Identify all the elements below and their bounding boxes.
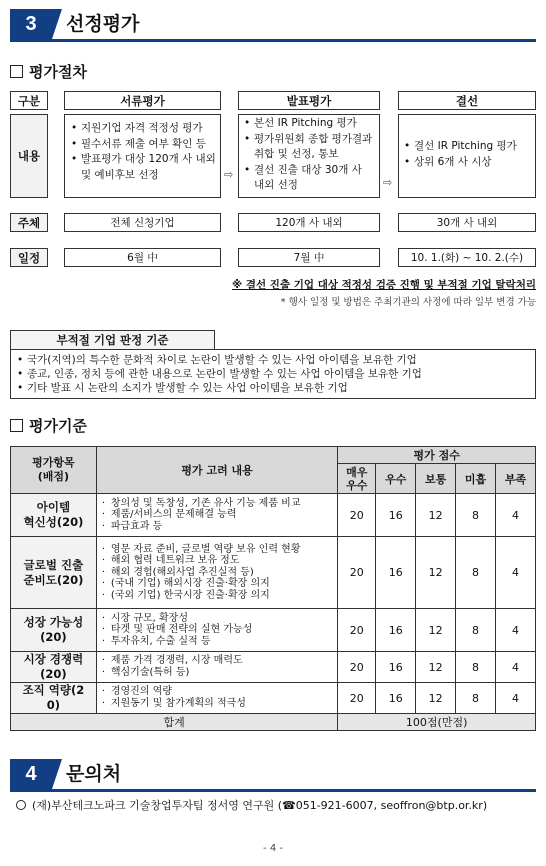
schedule-change-note: * 행사 일정 및 방법은 주최기관의 사정에 따라 일부 변경 가능	[280, 297, 536, 308]
score-cell: 4	[496, 537, 536, 609]
description-item: · 지원동기 및 참가계획의 적극성	[101, 698, 333, 710]
criterion-description	[96, 537, 337, 609]
schedule-presentation: 7월 中	[238, 248, 380, 267]
description-item: · 투자유치, 수출 실적 등	[101, 636, 333, 648]
description-item: · 창의성 및 독창성, 기존 유사 기능 제품 비교	[101, 498, 333, 510]
total-row	[11, 714, 536, 731]
section-divider	[10, 789, 536, 792]
description-item: · 핵심기술(특허 등)	[101, 667, 333, 679]
label-column-header: 구분	[10, 91, 48, 110]
score-cell: 4	[496, 494, 536, 537]
criterion-description	[96, 652, 337, 683]
contact-line	[16, 797, 487, 813]
grade-header: 매우 우수	[338, 464, 376, 494]
table-row	[11, 683, 536, 714]
process-heading: 평가절차	[10, 63, 87, 81]
criterion-name: 조직 역량(2 0)	[11, 683, 97, 714]
grade-header: 우수	[376, 464, 416, 494]
header-item: 평가항목 (배점)	[11, 447, 97, 494]
contact-text: (재)부산테크노파크 기술창업투자팀 정서영 연구원 (☎051-921-6007, seoffron@btp.or.kr)	[32, 799, 488, 812]
section-3-header	[10, 9, 536, 39]
bullet-item: • 지원기업 자격 적정성 평가	[71, 121, 216, 137]
criterion-description	[96, 683, 337, 714]
description-item: · 해외 협력 네트워크 보유 정도	[101, 555, 333, 567]
bullet-item: • 결선 진출 대상 30개 사 내외 선정	[244, 163, 375, 194]
score-cell: 12	[416, 683, 456, 714]
score-cell: 8	[456, 537, 496, 609]
description-item: · (국외 기업) 한국시장 진출·확장 의지	[101, 590, 333, 602]
score-cell: 16	[376, 683, 416, 714]
description-item: · 제품/서비스의 문제해결 능력	[101, 509, 333, 521]
schedule-row-label: 일정	[10, 248, 48, 267]
description-item: · 제품 가격 경쟁력, 시장 매력도	[101, 655, 333, 667]
description-item: · 파급효과 등	[101, 521, 333, 533]
score-cell: 16	[376, 494, 416, 537]
score-cell: 12	[416, 537, 456, 609]
criterion-name: 성장 가능성 (20)	[11, 609, 97, 652]
table-row	[11, 609, 536, 652]
bullet-item: • 결선 IR Pitching 평가	[404, 139, 531, 155]
grade-header: 미흡	[456, 464, 496, 494]
header-description: 평가 고려 내용	[96, 447, 337, 494]
description-item: · 영문 자료 준비, 글로벌 역량 보유 인력 현황	[101, 544, 333, 556]
subject-document: 전체 신청기업	[64, 213, 221, 232]
circle-bullet-icon	[16, 800, 26, 810]
score-cell: 8	[456, 652, 496, 683]
bullet-item: • 발표평가 대상 120개 사 내외 및 예비후보 선정	[71, 152, 216, 183]
score-cell: 4	[496, 683, 536, 714]
score-cell: 20	[338, 537, 376, 609]
score-cell: 20	[338, 609, 376, 652]
table-row	[11, 537, 536, 609]
arrow-right-icon: ⇨	[383, 176, 393, 189]
content-row-label: 내용	[10, 114, 48, 198]
score-cell: 16	[376, 652, 416, 683]
total-value: 100점(만점)	[338, 714, 536, 731]
score-cell: 12	[416, 609, 456, 652]
criterion-name: 시장 경쟁력 (20)	[11, 652, 97, 683]
evaluation-table	[10, 446, 536, 731]
score-cell: 8	[456, 609, 496, 652]
section-number: 3	[10, 9, 52, 39]
stage-content-final	[398, 114, 536, 198]
subject-presentation: 120개 사 내외	[238, 213, 380, 232]
score-cell: 20	[338, 494, 376, 537]
score-cell: 16	[376, 537, 416, 609]
description-item: · 시장 규모, 확장성	[101, 613, 333, 625]
arrow-right-icon: ⇨	[224, 168, 234, 181]
score-cell: 20	[338, 683, 376, 714]
criteria-box	[10, 349, 536, 399]
score-cell: 12	[416, 652, 456, 683]
section-4-header	[10, 759, 536, 789]
criteria-item: • 국가(지역)의 특수한 문화적 차이로 논란이 발생할 수 있는 사업 아이템을 보유한 기업	[17, 353, 529, 367]
subject-row-label: 주체	[10, 213, 48, 232]
square-bullet-icon	[10, 419, 23, 432]
criteria-item: • 기타 발표 시 논란의 소지가 발생할 수 있는 사업 아이템을 보유한 기업	[17, 381, 529, 395]
bullet-item: • 평가위원회 종합 평가결과 취합 및 선정, 통보	[244, 132, 375, 163]
grade-header: 부족	[496, 464, 536, 494]
table-row	[11, 494, 536, 537]
score-cell: 4	[496, 609, 536, 652]
subject-final: 30개 사 내외	[398, 213, 536, 232]
description-item: · 타겟 및 판매 전략의 실현 가능성	[101, 624, 333, 636]
schedule-final: 10. 1.(화) ~ 10. 2.(수)	[398, 248, 536, 267]
page-number: - 4 -	[263, 843, 283, 854]
score-cell: 8	[456, 683, 496, 714]
description-item: · (국내 기업) 해외시장 진출·확장 의지	[101, 578, 333, 590]
score-cell: 8	[456, 494, 496, 537]
verification-note: ※ 결선 진출 기업 대상 적정성 검증 진행 및 부적절 기업 탈락처리	[232, 279, 536, 291]
criterion-description	[96, 494, 337, 537]
score-cell: 16	[376, 609, 416, 652]
grade-header: 보통	[416, 464, 456, 494]
stage-header-presentation: 발표평가	[238, 91, 380, 110]
section-title: 선정평가	[66, 13, 140, 35]
score-cell: 12	[416, 494, 456, 537]
table-row	[11, 652, 536, 683]
section-title: 문의처	[66, 763, 122, 785]
schedule-document: 6월 中	[64, 248, 221, 267]
score-cell: 20	[338, 652, 376, 683]
stage-header-final: 결선	[398, 91, 536, 110]
evaluation-heading: 평가기준	[10, 417, 87, 435]
bullet-item: • 상위 6개 사 시상	[404, 155, 531, 171]
bullet-item: • 필수서류 제출 여부 확인 등	[71, 137, 216, 153]
criteria-title: 부적절 기업 판정 기준	[10, 330, 215, 350]
description-item: · 경영진의 역량	[101, 686, 333, 698]
header-score: 평가 점수	[338, 447, 536, 464]
criterion-name: 아이템 혁신성(20)	[11, 494, 97, 537]
criterion-description	[96, 609, 337, 652]
score-cell: 4	[496, 652, 536, 683]
stage-header-document: 서류평가	[64, 91, 221, 110]
bullet-item: • 본선 IR Pitching 평가	[244, 116, 375, 132]
criteria-item: • 종교, 인종, 정치 등에 관한 내용으로 논란이 발생할 수 있는 사업 아이템을 보유한 기업	[17, 367, 529, 381]
stage-content-presentation	[238, 114, 380, 198]
stage-content-document	[64, 114, 221, 198]
total-label: 합계	[11, 714, 338, 731]
section-divider	[10, 39, 536, 42]
criterion-name: 글로벌 진출 준비도(20)	[11, 537, 97, 609]
section-number: 4	[10, 759, 52, 789]
description-item: · 해외 경험(해외사업 추진실적 등)	[101, 567, 333, 579]
square-bullet-icon	[10, 65, 23, 78]
